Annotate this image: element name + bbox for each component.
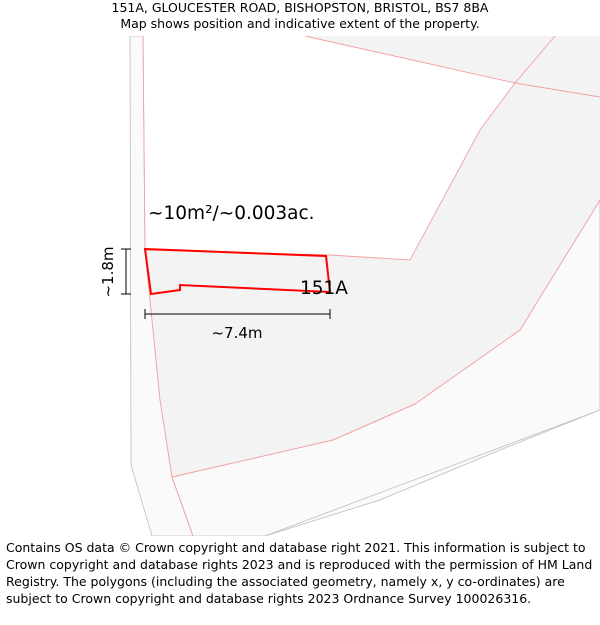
property-label: 151A (300, 278, 348, 299)
map-canvas[interactable] (0, 36, 600, 536)
property-address: 151A, GLOUCESTER ROAD, BISHOPSTON, BRISTOL, BS7 8BA (111, 0, 489, 15)
area-label: ~10m²/~0.003ac. (148, 203, 315, 224)
height-dimension (121, 249, 131, 294)
map-header (0, 0, 600, 32)
attribution-text: Contains OS data © Crown copyright and database right 2021. This information is subject to Crown copyright and database rights 2023 and is reproduced with the permission of HM Land Registry. The polygons (including the associated geometry, namely x, y co-ordinates) are subject to Crown copyright and database rights 2023 Ordnance Survey 100026316. (6, 540, 593, 606)
width-label: ~7.4m (211, 324, 263, 342)
height-label: ~1.8m (99, 246, 117, 298)
map-subtitle: Map shows position and indicative extent of the property. (120, 16, 480, 31)
